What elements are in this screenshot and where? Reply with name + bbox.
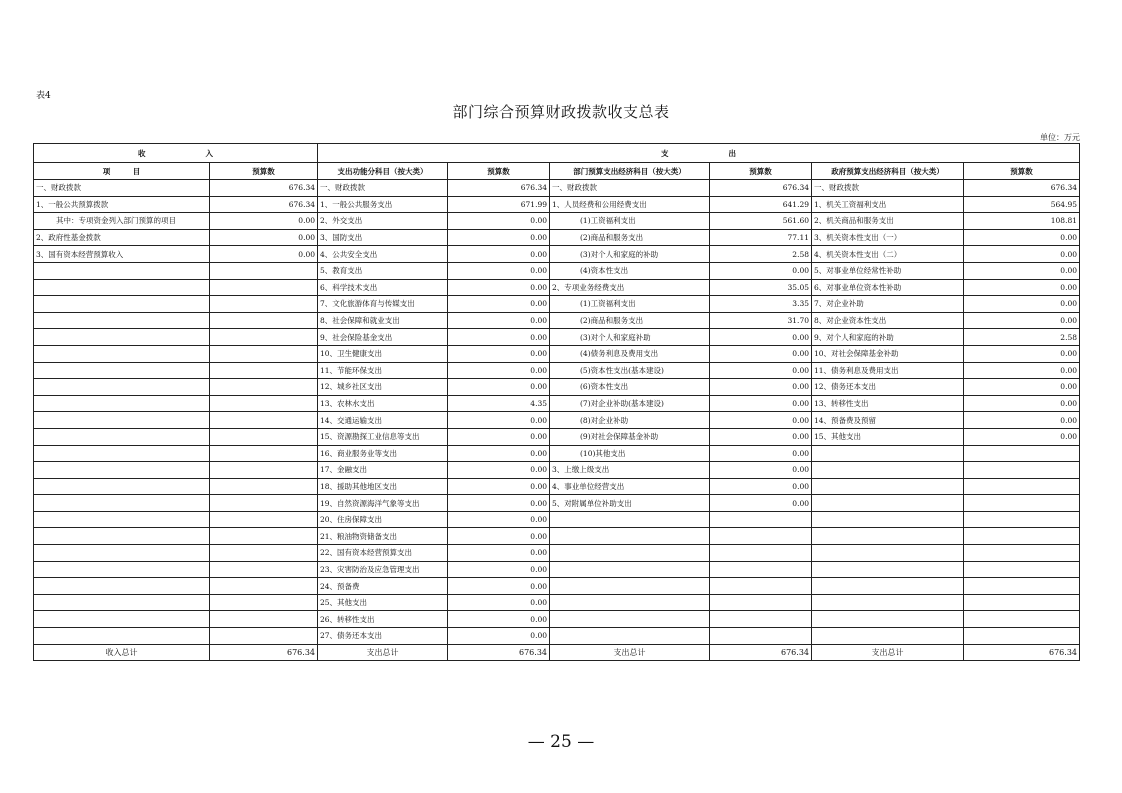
col-header-item: 项 目	[34, 163, 210, 180]
dept-item-cell: 一、财政拨款	[550, 180, 710, 197]
gov-budget-cell: 0.00	[964, 412, 1080, 429]
dept-budget-cell	[710, 511, 812, 528]
dept-budget-cell: 0.00	[710, 462, 812, 479]
table-row	[34, 262, 1080, 279]
func-budget-cell: 0.00	[448, 428, 550, 445]
table-row	[34, 628, 1080, 645]
dept-item-cell	[550, 545, 710, 562]
dept-item-cell	[550, 511, 710, 528]
table-row	[34, 329, 1080, 346]
dept-budget-cell: 0.00	[710, 428, 812, 445]
dept-item-cell: (6)资本性支出	[550, 379, 710, 396]
income-budget-cell	[210, 628, 318, 645]
gov-item-cell	[812, 511, 964, 528]
func-item-cell: 22、国有资本经营预算支出	[318, 545, 448, 562]
gov-item-cell: 9、对个人和家庭的补助	[812, 329, 964, 346]
gov-budget-cell	[964, 594, 1080, 611]
col-header-gov: 政府预算支出经济科目（按大类）	[812, 163, 964, 180]
gov-budget-cell	[964, 611, 1080, 628]
income-item-cell	[34, 312, 210, 329]
income-budget-cell: 676.34	[210, 180, 318, 197]
dept-budget-cell: 0.00	[710, 345, 812, 362]
col-header-func: 支出功能分科目（按大类）	[318, 163, 448, 180]
income-budget-cell: 0.00	[210, 213, 318, 230]
income-budget-cell	[210, 296, 318, 313]
gov-budget-cell: 0.00	[964, 279, 1080, 296]
func-budget-cell: 0.00	[448, 611, 550, 628]
func-budget-cell: 0.00	[448, 379, 550, 396]
income-item-cell	[34, 412, 210, 429]
gov-budget-cell	[964, 561, 1080, 578]
func-item-cell: 24、预备费	[318, 578, 448, 595]
table-row	[34, 462, 1080, 479]
func-item-cell: 12、城乡社区支出	[318, 379, 448, 396]
total-value: 676.34	[210, 644, 318, 661]
func-budget-cell: 0.00	[448, 462, 550, 479]
gov-budget-cell	[964, 628, 1080, 645]
gov-item-cell	[812, 628, 964, 645]
table-row	[34, 180, 1080, 197]
income-item-cell	[34, 611, 210, 628]
income-budget-cell	[210, 345, 318, 362]
gov-item-cell: 2、机关商品和服务支出	[812, 213, 964, 230]
dept-item-cell: (3)对个人和家庭补助	[550, 329, 710, 346]
income-item-cell: 3、国有资本经营预算收入	[34, 246, 210, 263]
func-item-cell: 27、债务还本支出	[318, 628, 448, 645]
gov-item-cell: 12、债务还本支出	[812, 379, 964, 396]
dept-budget-cell: 0.00	[710, 262, 812, 279]
income-item-cell	[34, 345, 210, 362]
table-row	[34, 528, 1080, 545]
col-header-dept: 部门预算支出经济科目（按大类）	[550, 163, 710, 180]
table-row	[34, 395, 1080, 412]
func-budget-cell: 0.00	[448, 229, 550, 246]
func-budget-cell: 0.00	[448, 545, 550, 562]
unit-label: 单位：万元	[1040, 133, 1080, 142]
income-budget-cell	[210, 611, 318, 628]
func-budget-cell: 0.00	[448, 478, 550, 495]
gov-budget-cell: 0.00	[964, 262, 1080, 279]
header-row-2	[34, 163, 1080, 180]
dept-budget-cell: 0.00	[710, 495, 812, 512]
table-row	[34, 511, 1080, 528]
income-item-cell: 其中：专项资金列入部门预算的项目	[34, 213, 210, 230]
total-label: 支出总计	[812, 644, 964, 661]
func-item-cell: 15、资源勘探工业信息等支出	[318, 428, 448, 445]
gov-item-cell: 1、机关工资福利支出	[812, 196, 964, 213]
income-budget-cell: 0.00	[210, 229, 318, 246]
gov-item-cell	[812, 462, 964, 479]
func-budget-cell: 0.00	[448, 561, 550, 578]
table-row	[34, 279, 1080, 296]
table-row	[34, 213, 1080, 230]
dept-item-cell: 1、人员经费和公用经费支出	[550, 196, 710, 213]
income-budget-cell	[210, 279, 318, 296]
income-item-cell	[34, 279, 210, 296]
func-budget-cell: 0.00	[448, 329, 550, 346]
dept-budget-cell: 2.58	[710, 246, 812, 263]
func-item-cell: 3、国防支出	[318, 229, 448, 246]
table-row	[34, 578, 1080, 595]
dept-budget-cell: 0.00	[710, 395, 812, 412]
income-item-cell: 1、一般公共预算拨款	[34, 196, 210, 213]
func-item-cell: 5、教育支出	[318, 262, 448, 279]
income-item-cell	[34, 628, 210, 645]
gov-item-cell: 11、债务利息及费用支出	[812, 362, 964, 379]
dept-item-cell: (9)对社会保障基金补助	[550, 428, 710, 445]
dept-budget-cell: 0.00	[710, 412, 812, 429]
col-header-budget: 预算数	[710, 163, 812, 180]
col-header-budget: 预算数	[210, 163, 318, 180]
dept-budget-cell: 641.29	[710, 196, 812, 213]
gov-budget-cell: 564.95	[964, 196, 1080, 213]
table-row	[34, 246, 1080, 263]
income-item-cell	[34, 561, 210, 578]
table-row	[34, 412, 1080, 429]
func-item-cell: 8、社会保障和就业支出	[318, 312, 448, 329]
dept-budget-cell: 35.05	[710, 279, 812, 296]
dept-item-cell	[550, 561, 710, 578]
func-item-cell: 26、转移性支出	[318, 611, 448, 628]
func-budget-cell: 0.00	[448, 312, 550, 329]
budget-table	[33, 143, 1080, 661]
dept-budget-cell: 0.00	[710, 478, 812, 495]
dept-item-cell: (2)商品和服务支出	[550, 312, 710, 329]
gov-item-cell: 3、机关资本性支出（一）	[812, 229, 964, 246]
gov-item-cell	[812, 561, 964, 578]
dept-budget-cell: 0.00	[710, 329, 812, 346]
gov-budget-cell	[964, 445, 1080, 462]
func-item-cell: 20、住房保障支出	[318, 511, 448, 528]
income-budget-cell	[210, 445, 318, 462]
table-row	[34, 362, 1080, 379]
table-row	[34, 495, 1080, 512]
expense-header: 支 出	[318, 144, 1080, 163]
func-budget-cell: 0.00	[448, 213, 550, 230]
func-item-cell: 14、交通运输支出	[318, 412, 448, 429]
gov-item-cell	[812, 594, 964, 611]
func-budget-cell: 0.00	[448, 279, 550, 296]
func-item-cell: 4、公共安全支出	[318, 246, 448, 263]
gov-item-cell	[812, 578, 964, 595]
income-item-cell	[34, 594, 210, 611]
income-item-cell	[34, 445, 210, 462]
gov-budget-cell: 2.58	[964, 329, 1080, 346]
gov-item-cell: 一、财政拨款	[812, 180, 964, 197]
func-item-cell: 25、其他支出	[318, 594, 448, 611]
income-item-cell	[34, 262, 210, 279]
dept-item-cell	[550, 528, 710, 545]
table-row	[34, 428, 1080, 445]
income-budget-cell	[210, 312, 318, 329]
func-budget-cell: 0.00	[448, 594, 550, 611]
dept-item-cell: (2)商品和服务支出	[550, 229, 710, 246]
income-budget-cell	[210, 412, 318, 429]
income-item-cell	[34, 478, 210, 495]
gov-budget-cell: 0.00	[964, 312, 1080, 329]
income-item-cell	[34, 578, 210, 595]
income-budget-cell	[210, 511, 318, 528]
income-item-cell	[34, 329, 210, 346]
gov-item-cell: 6、对事业单位资本性补助	[812, 279, 964, 296]
income-budget-cell	[210, 528, 318, 545]
dept-budget-cell	[710, 611, 812, 628]
gov-budget-cell: 0.00	[964, 345, 1080, 362]
income-budget-cell	[210, 262, 318, 279]
func-item-cell: 7、文化旅游体育与传媒支出	[318, 296, 448, 313]
income-budget-cell: 676.34	[210, 196, 318, 213]
dept-item-cell: 4、事业单位经营支出	[550, 478, 710, 495]
func-item-cell: 一、财政拨款	[318, 180, 448, 197]
dept-item-cell: (5)资本性支出(基本建设)	[550, 362, 710, 379]
func-budget-cell: 0.00	[448, 445, 550, 462]
dept-item-cell	[550, 611, 710, 628]
income-budget-cell	[210, 428, 318, 445]
income-item-cell	[34, 495, 210, 512]
dept-budget-cell: 0.00	[710, 445, 812, 462]
col-header-budget: 预算数	[448, 163, 550, 180]
income-budget-cell	[210, 594, 318, 611]
dept-item-cell	[550, 594, 710, 611]
gov-budget-cell	[964, 578, 1080, 595]
income-item-cell: 2、政府性基金拨款	[34, 229, 210, 246]
dept-item-cell: (1)工资福利支出	[550, 213, 710, 230]
gov-budget-cell	[964, 528, 1080, 545]
func-item-cell: 1、一般公共服务支出	[318, 196, 448, 213]
dept-item-cell: 5、对附属单位补助支出	[550, 495, 710, 512]
dept-budget-cell: 0.00	[710, 379, 812, 396]
table-row	[34, 594, 1080, 611]
total-label: 支出总计	[550, 644, 710, 661]
income-item-cell: 一、财政拨款	[34, 180, 210, 197]
func-budget-cell: 0.00	[448, 628, 550, 645]
func-item-cell: 16、商业服务业等支出	[318, 445, 448, 462]
gov-item-cell	[812, 545, 964, 562]
func-budget-cell: 0.00	[448, 528, 550, 545]
page-title: 部门综合预算财政拨款收支总表	[452, 103, 670, 121]
table-row	[34, 345, 1080, 362]
gov-item-cell	[812, 478, 964, 495]
dept-budget-cell: 31.70	[710, 312, 812, 329]
func-item-cell: 21、粮油物资储备支出	[318, 528, 448, 545]
dept-item-cell	[550, 628, 710, 645]
income-item-cell	[34, 428, 210, 445]
gov-budget-cell	[964, 462, 1080, 479]
func-item-cell: 2、外交支出	[318, 213, 448, 230]
income-item-cell	[34, 528, 210, 545]
income-item-cell	[34, 545, 210, 562]
dept-item-cell: (10)其他支出	[550, 445, 710, 462]
func-budget-cell: 0.00	[448, 246, 550, 263]
dept-item-cell: (4)资本性支出	[550, 262, 710, 279]
dept-item-cell	[550, 578, 710, 595]
header-row-1	[34, 144, 1080, 163]
gov-item-cell: 13、转移性支出	[812, 395, 964, 412]
dept-budget-cell	[710, 594, 812, 611]
gov-item-cell	[812, 445, 964, 462]
dept-budget-cell	[710, 578, 812, 595]
income-budget-cell	[210, 545, 318, 562]
gov-budget-cell	[964, 495, 1080, 512]
gov-budget-cell: 0.00	[964, 379, 1080, 396]
func-budget-cell: 4.35	[448, 395, 550, 412]
dept-item-cell: (4)债务利息及费用支出	[550, 345, 710, 362]
dept-budget-cell	[710, 628, 812, 645]
gov-item-cell: 15、其他支出	[812, 428, 964, 445]
func-item-cell: 23、灾害防治及应急管理支出	[318, 561, 448, 578]
gov-budget-cell: 108.81	[964, 213, 1080, 230]
func-item-cell: 11、节能环保支出	[318, 362, 448, 379]
table-row	[34, 561, 1080, 578]
table-row	[34, 312, 1080, 329]
func-budget-cell: 0.00	[448, 511, 550, 528]
dept-item-cell: (3)对个人和家庭的补助	[550, 246, 710, 263]
income-item-cell	[34, 511, 210, 528]
gov-budget-cell	[964, 545, 1080, 562]
table-row	[34, 545, 1080, 562]
func-budget-cell: 671.99	[448, 196, 550, 213]
func-item-cell: 6、科学技术支出	[318, 279, 448, 296]
gov-item-cell: 8、对企业资本性支出	[812, 312, 964, 329]
gov-budget-cell	[964, 478, 1080, 495]
func-item-cell: 19、自然资源海洋气象等支出	[318, 495, 448, 512]
dept-budget-cell	[710, 528, 812, 545]
income-budget-cell	[210, 395, 318, 412]
gov-budget-cell: 0.00	[964, 395, 1080, 412]
gov-budget-cell: 0.00	[964, 296, 1080, 313]
income-budget-cell	[210, 379, 318, 396]
income-budget-cell	[210, 561, 318, 578]
func-item-cell: 13、农林水支出	[318, 395, 448, 412]
gov-budget-cell: 0.00	[964, 246, 1080, 263]
page-number: — 25 —	[527, 732, 595, 752]
gov-item-cell: 14、预备费及预留	[812, 412, 964, 429]
table-row	[34, 379, 1080, 396]
col-header-budget: 预算数	[964, 163, 1080, 180]
func-budget-cell: 0.00	[448, 495, 550, 512]
table-row	[34, 445, 1080, 462]
table-row	[34, 196, 1080, 213]
gov-budget-cell: 0.00	[964, 229, 1080, 246]
dept-item-cell: (7)对企业补助(基本建设)	[550, 395, 710, 412]
gov-budget-cell: 676.34	[964, 180, 1080, 197]
func-budget-cell: 676.34	[448, 180, 550, 197]
income-item-cell	[34, 296, 210, 313]
func-budget-cell: 0.00	[448, 296, 550, 313]
table-tag: 表4	[36, 91, 51, 101]
income-item-cell	[34, 395, 210, 412]
gov-budget-cell: 0.00	[964, 428, 1080, 445]
income-item-cell	[34, 379, 210, 396]
table-row	[34, 296, 1080, 313]
gov-item-cell	[812, 495, 964, 512]
func-budget-cell: 0.00	[448, 578, 550, 595]
func-item-cell: 18、援助其他地区支出	[318, 478, 448, 495]
dept-budget-cell	[710, 561, 812, 578]
dept-item-cell: (1)工资福利支出	[550, 296, 710, 313]
income-budget-cell	[210, 478, 318, 495]
func-budget-cell: 0.00	[448, 362, 550, 379]
gov-item-cell: 4、机关资本性支出（二）	[812, 246, 964, 263]
totals-row	[34, 644, 1080, 661]
table-row	[34, 229, 1080, 246]
income-item-cell	[34, 462, 210, 479]
table-row	[34, 611, 1080, 628]
dept-budget-cell: 676.34	[710, 180, 812, 197]
func-item-cell: 9、社会保险基金支出	[318, 329, 448, 346]
gov-item-cell: 7、对企业补助	[812, 296, 964, 313]
income-budget-cell	[210, 578, 318, 595]
total-label: 支出总计	[318, 644, 448, 661]
income-budget-cell	[210, 362, 318, 379]
gov-item-cell	[812, 528, 964, 545]
dept-budget-cell: 3.35	[710, 296, 812, 313]
gov-item-cell: 5、对事业单位经常性补助	[812, 262, 964, 279]
dept-budget-cell: 561.60	[710, 213, 812, 230]
income-header: 收 入	[34, 144, 318, 163]
dept-budget-cell: 0.00	[710, 362, 812, 379]
func-budget-cell: 0.00	[448, 412, 550, 429]
func-item-cell: 10、卫生健康支出	[318, 345, 448, 362]
func-budget-cell: 0.00	[448, 262, 550, 279]
total-value: 676.34	[710, 644, 812, 661]
income-item-cell	[34, 362, 210, 379]
dept-item-cell: 2、专项业务经费支出	[550, 279, 710, 296]
total-label: 收入总计	[34, 644, 210, 661]
income-budget-cell	[210, 329, 318, 346]
dept-item-cell: 3、上缴上级支出	[550, 462, 710, 479]
func-budget-cell: 0.00	[448, 345, 550, 362]
gov-item-cell	[812, 611, 964, 628]
total-value: 676.34	[964, 644, 1080, 661]
income-budget-cell: 0.00	[210, 246, 318, 263]
dept-budget-cell	[710, 545, 812, 562]
gov-budget-cell: 0.00	[964, 362, 1080, 379]
dept-budget-cell: 77.11	[710, 229, 812, 246]
income-budget-cell	[210, 462, 318, 479]
gov-item-cell: 10、对社会保障基金补助	[812, 345, 964, 362]
table-row	[34, 478, 1080, 495]
income-budget-cell	[210, 495, 318, 512]
dept-item-cell: (8)对企业补助	[550, 412, 710, 429]
func-item-cell: 17、金融支出	[318, 462, 448, 479]
gov-budget-cell	[964, 511, 1080, 528]
total-value: 676.34	[448, 644, 550, 661]
